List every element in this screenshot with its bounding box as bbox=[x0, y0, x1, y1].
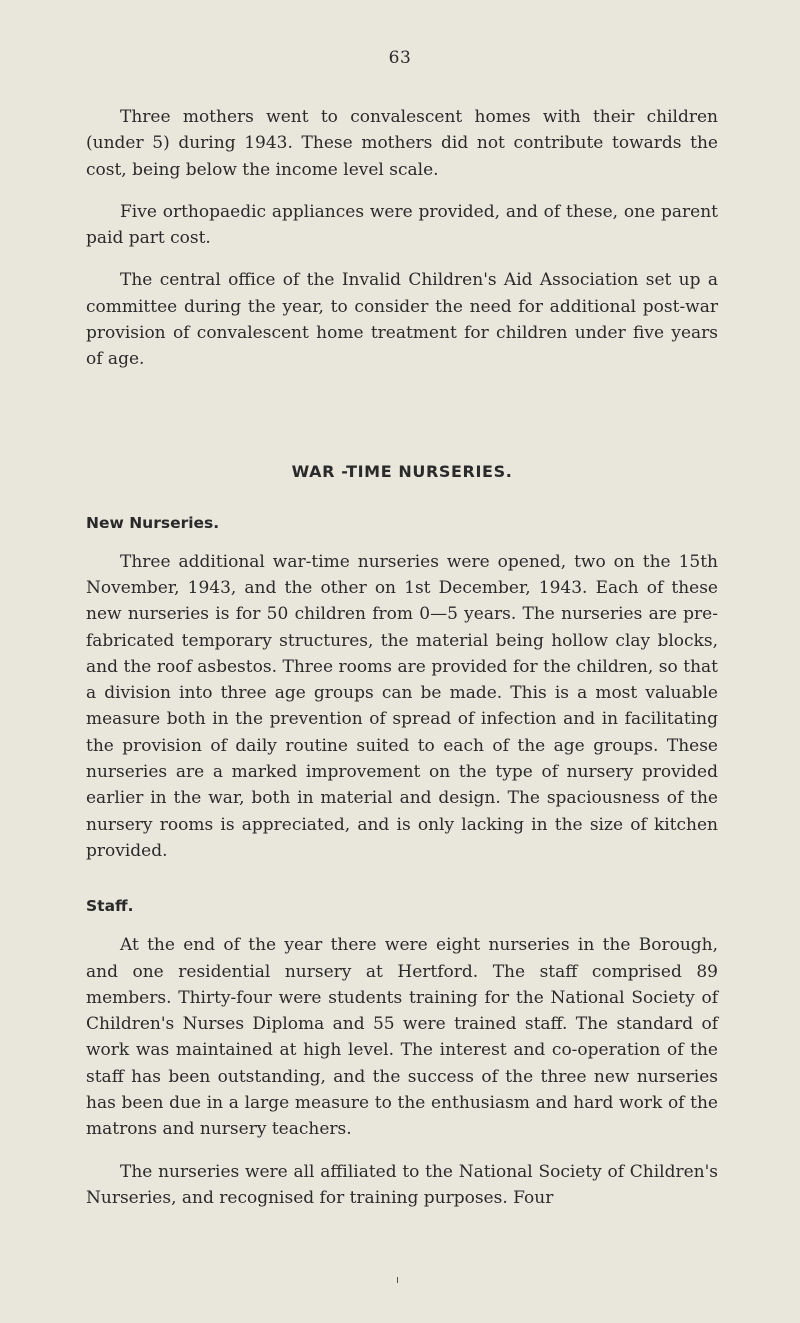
staff-heading: Staff. bbox=[86, 897, 134, 916]
page-body bbox=[86, 104, 718, 1211]
paragraph-convalescent-homes: Three mothers went to convalescent homes with their children (under 5) during 1943. These mothers did not contribute towards the cost, being below the income level scale. bbox=[86, 107, 718, 180]
page-mark bbox=[397, 1277, 398, 1283]
section-title: WAR -TIME NURSERIES. bbox=[291, 461, 513, 481]
paragraph-staff: At the end of the year there were eight nurseries in the Borough, and one residential nursery at Hertford. The staff comprised 89 members. Thirty-four were students training for the National Society of Children's Nurses Diploma and 55 were trained staff. The standard of work was maintained at high level. The interest and co-operation of the staff has been outstanding, and the success of the three new nurseries has been due in a large measure to the enthusiasm and hard work of the matrons and nursery teachers. bbox=[86, 935, 718, 1140]
page-number: 63 bbox=[388, 48, 412, 68]
paragraph-affiliation: The nurseries were all affiliated to the National Society of Children's Nurseries, and recognised for training purposes. Four bbox=[86, 1161, 718, 1208]
paragraph-orthopaedic-appliances: Five orthopaedic appliances were provided, and of these, one parent paid part cost. bbox=[86, 201, 718, 249]
new-nurseries-heading: New Nurseries. bbox=[86, 513, 220, 532]
paragraph-invalid-childrens-aid: The central office of the Invalid Children's Aid Association set up a committee during the year, to consider the need for additional post-war provision of convalescent home treatment for children under five years of age. bbox=[86, 270, 718, 370]
paragraph-new-nurseries: Three additional war-time nurseries were opened, two on the 15th November, 1943, and the other on 1st December, 1943. Each of these new nurseries is for 50 children from 0—5 years. The nurseries are pre-fabricated temporary structures, the material being hollow clay blocks, and the roof asbestos. Three rooms are provided for the children, so that a division into three age groups can be made. This is a most valuable measure both in the prevention of spread of infection and in facilitating the provision of daily routine suited to each of the age groups. These nurseries are a marked improvement on the type of nursery provided earlier in the war, both in material and design. The spaciousness of the nursery rooms is appreciated, and is only lacking in the size of kitchen provided. bbox=[86, 551, 718, 861]
